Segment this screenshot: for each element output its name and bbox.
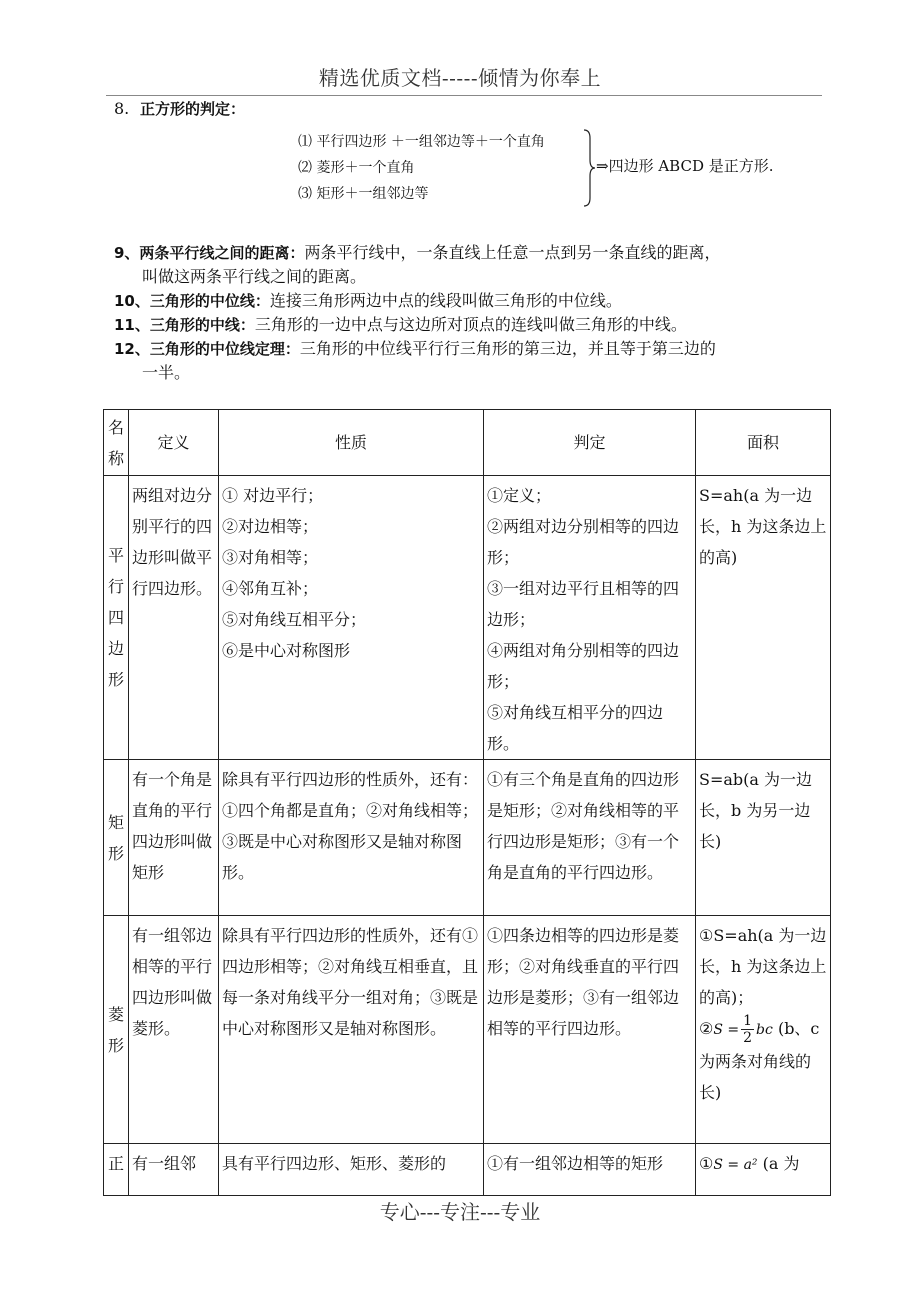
property-item: ⑥是中心对称图形 — [222, 641, 351, 660]
header-definition: 定义 — [129, 410, 219, 476]
paragraph-9-continuation: 叫做这两条平行线之间的距离。 — [142, 267, 367, 286]
area-parallelogram: S=ah(a 为一边长，h 为这条边上的高) — [696, 476, 831, 760]
area-rhombus — [696, 916, 831, 1144]
name-char: 形 — [107, 670, 124, 689]
row-name-square — [104, 1144, 129, 1196]
header-name-top: 名 — [107, 417, 124, 437]
table-row-parallelogram — [104, 476, 831, 760]
criterion-item: ③一组对边平行且相等的四边形； — [487, 579, 680, 629]
formula-lhs: S = — [713, 1022, 740, 1038]
name-char: 菱 — [107, 1004, 124, 1024]
name-char: 形 — [107, 1035, 124, 1055]
header-divider — [106, 95, 822, 96]
paragraph-12-text: 三角形的中位线平行行三角形的第三边，并且等于第三边的 — [299, 339, 716, 358]
paragraph-10-text: 连接三角形两边中点的线段叫做三角形的中位线。 — [269, 291, 622, 310]
paragraph-11-text: 三角形的一边中点与这边所对顶点的连线叫做三角形的中线。 — [254, 315, 687, 334]
area-square — [696, 1144, 831, 1196]
area-formula-1: ①S=ah(a 为一边长，h 为这条边上的高)； — [699, 926, 827, 1007]
header-name — [104, 410, 129, 476]
fraction-numerator: 1 — [743, 1013, 753, 1029]
properties-rectangle: 除具有平行四边形的性质外，还有：①四个角都是直角；②对角线相等；③既是中心对称图形又是轴对称图形。 — [219, 760, 484, 916]
criterion-item: ⑤对角线互相平分的四边形。 — [487, 703, 664, 753]
criteria-parallelogram — [484, 476, 696, 760]
criterion-item: ①定义； — [487, 486, 552, 505]
header-area: 面积 — [696, 410, 831, 476]
item-8-number: 8. — [114, 99, 130, 118]
property-item: ⑤对角线互相平分； — [222, 610, 367, 629]
name-char: 四 — [107, 608, 124, 627]
formula-square-area: S = a² — [713, 1157, 758, 1173]
table-row-rhombus — [104, 916, 831, 1144]
criteria-rhombus: ①四条边相等的四边形是菱形；②对角线垂直的平行四边形是菱形；③有一组邻边相等的平行四边形。 — [484, 916, 696, 1144]
properties-parallelogram — [219, 476, 484, 760]
properties-square: 具有平行四边形、矩形、菱形的 — [219, 1144, 484, 1196]
quadrilateral-table — [103, 409, 831, 1196]
paragraph-11-label: 11、三角形的中线： — [114, 316, 255, 334]
definition-parallelogram: 两组对边分别平行的四边形叫做平行四边形。 — [129, 476, 219, 760]
property-item: ③对角相等； — [222, 548, 319, 567]
condition-2: ⑵ 菱形＋一个直角 — [298, 160, 415, 176]
paragraph-9 — [114, 241, 826, 289]
definition-square: 有一组邻 — [129, 1144, 219, 1196]
right-brace — [582, 128, 596, 208]
area-formula-2-note: (b、c 为两条对角线的长) — [699, 1019, 820, 1102]
property-item: ②对边相等； — [222, 517, 319, 536]
name-char: 正 — [107, 1154, 124, 1173]
criterion-item: ④两组对角分别相等的四边形； — [487, 641, 680, 691]
paragraph-10 — [114, 289, 826, 313]
criteria-square: ①有一组邻边相等的矩形 — [484, 1144, 696, 1196]
criterion-item: ②两组对边分别相等的四边形； — [487, 517, 680, 567]
item-8-heading — [114, 98, 245, 119]
properties-rhombus: 除具有平行四边形的性质外，还有①四边形相等；②对角线互相垂直，且每一条对角线平分一组对角；③既是中心对称图形又是轴对称图形。 — [219, 916, 484, 1144]
name-char: 行 — [107, 577, 124, 596]
header-criteria: 判定 — [484, 410, 696, 476]
fraction-denominator: 2 — [743, 1030, 753, 1046]
paragraph-12-continuation: 一半。 — [142, 363, 191, 382]
definition-rhombus: 有一组邻边相等的平行四边形叫做菱形。 — [129, 916, 219, 1144]
header-name-bottom: 称 — [107, 448, 124, 468]
item-8-title: 正方形的判定： — [140, 100, 246, 118]
area-rectangle: S=ab(a 为一边长，b 为另一边长) — [696, 760, 831, 916]
area-square-marker: ① — [699, 1154, 714, 1173]
area-formula-2-marker: ② — [699, 1019, 714, 1038]
paragraph-12-label: 12、三角形的中位线定理： — [114, 340, 300, 358]
table-header-row — [104, 410, 831, 476]
table-row-square — [104, 1144, 831, 1196]
row-name-rectangle — [104, 760, 129, 916]
conclusion: ⇒四边形 ABCD 是正方形. — [596, 157, 774, 175]
fraction-one-half — [741, 1013, 754, 1046]
property-item: ④邻角互补； — [222, 579, 319, 598]
name-char: 形 — [107, 843, 124, 863]
page-footer: 专心---专注---专业 — [379, 1200, 541, 1224]
row-name-parallelogram — [104, 476, 129, 760]
condition-3: ⑶ 矩形＋一组邻边等 — [298, 186, 429, 202]
formula-rhs: bc — [756, 1022, 773, 1038]
paragraph-9-text: 两条平行线中，一条直线上任意一点到另一条直线的距离， — [304, 243, 721, 262]
paragraph-10-label: 10、三角形的中位线： — [114, 292, 270, 310]
area-formula-2 — [699, 1013, 828, 1108]
condition-1: ⑴ 平行四边形 ＋一组邻边等＋一个直角 — [298, 134, 545, 150]
definition-rectangle: 有一个角是直角的平行四边形叫做矩形 — [129, 760, 219, 916]
paragraph-11 — [114, 313, 826, 337]
name-char: 平 — [107, 546, 124, 565]
paragraph-9-label: 9、两条平行线之间的距离： — [114, 244, 305, 262]
area-square-note: (a 为 — [757, 1154, 800, 1173]
page-header: 精选优质文档-----倾情为你奉上 — [318, 66, 602, 90]
property-item: ① 对边平行； — [222, 486, 324, 505]
row-name-rhombus — [104, 916, 129, 1144]
name-char: 矩 — [107, 812, 124, 832]
criteria-rectangle: ①有三个角是直角的四边形是矩形；②对角线相等的平行四边形是矩形；③有一个角是直角的平行四边形。 — [484, 760, 696, 916]
header-properties: 性质 — [219, 410, 484, 476]
name-char: 边 — [107, 639, 124, 658]
paragraph-12 — [114, 337, 826, 385]
table-row-rectangle — [104, 760, 831, 916]
